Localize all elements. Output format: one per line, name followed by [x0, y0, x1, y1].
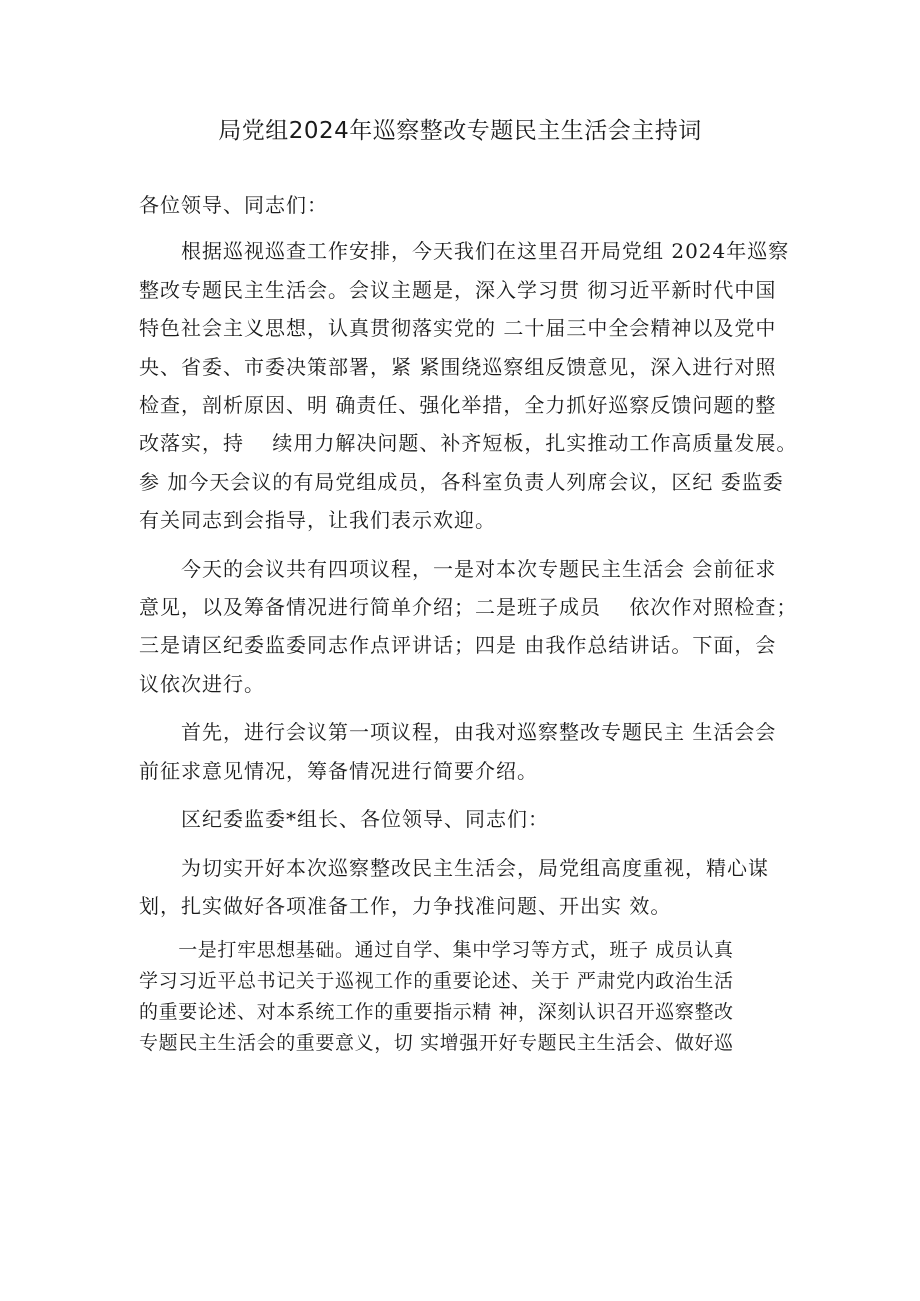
paragraph-6 [139, 935, 799, 1059]
paragraph-4 [139, 800, 799, 838]
paragraph-line: 根据巡视巡查工作安排，今天我们在这里召开局党组 2024年巡察 [139, 239, 790, 264]
paragraph-2 [139, 550, 799, 704]
paragraph-1 [139, 232, 799, 539]
paragraph-line: 特色社会主义思想，认真贯彻落实党的 二十届三中全会精神以及党中 [139, 316, 777, 341]
paragraph-line: 央、省委、市委决策部署，紧 紧围绕巡察组反馈意见，深入进行对照 [139, 354, 777, 379]
paragraph-line: 划，扎实做好各项准备工作，力争找准问题、开出实 效。 [139, 893, 672, 918]
paragraph-line: 为切实开好本次巡察整改民主生活会，局党组高度重视，精心谋 [139, 855, 769, 880]
salutation: 各位领导、同志们： [139, 193, 328, 217]
paragraph-5 [139, 849, 799, 926]
paragraph-line: 检查，剖析原因、明 确责任、强化举措，全力抓好巡察反馈问题的整 [139, 393, 777, 418]
paragraph-line: 三是请区纪委监委同志作点评讲话；四是 由我作总结讲话。下面，会 [139, 633, 777, 658]
paragraph-line: 首先，进行会议第一项议程，由我对巡察整改专题民主 生活会会 [139, 720, 777, 745]
paragraph-line: 区纪委监委*组长、各位领导、同志们： [139, 807, 549, 832]
paragraph-line: 有关同志到会指导，让我们表示欢迎。 [139, 508, 496, 533]
paragraph-line: 议依次进行。 [139, 671, 265, 696]
paragraph-line: 改落实，持 续用力解决问题、补齐短板，扎实推动工作高质量发展。 [139, 431, 798, 456]
paragraph-line: 参 加今天会议的有局党组成员，各科室负责人列席会议，区纪 委监委 [139, 469, 784, 494]
paragraph-line: 整改专题民主生活会。会议主题是，深入学习贯 彻习近平新时代中国 [139, 277, 777, 302]
document-body [139, 186, 799, 1059]
paragraph-line: 的重要论述、对本系统工作的重要指示精 神，深刻认识召开巡察整改 [139, 1001, 734, 1024]
paragraph-3 [139, 713, 799, 790]
paragraph-line: 今天的会议共有四项议程，一是对本次专题民主生活会 会前征求 [139, 556, 777, 581]
paragraph-line: 一是打牢思想基础。通过自学、集中学习等方式，班子 成员认真 [139, 939, 734, 962]
paragraph-line: 学习习近平总书记关于巡视工作的重要论述、关于 严肃党内政治生活 [139, 970, 734, 993]
paragraph-line: 意见，以及筹备情况进行简单介绍；二是班子成员 依次作对照检查； [139, 595, 798, 620]
paragraph-line: 专题民主生活会的重要意义，切 实增强开好专题民主生活会、做好巡 [139, 1032, 734, 1055]
document-title: 局党组2024年巡察整改专题民主生活会主持词 [218, 118, 702, 144]
paragraph-line: 前征求意见情况，筹备情况进行简要介绍。 [139, 758, 538, 783]
